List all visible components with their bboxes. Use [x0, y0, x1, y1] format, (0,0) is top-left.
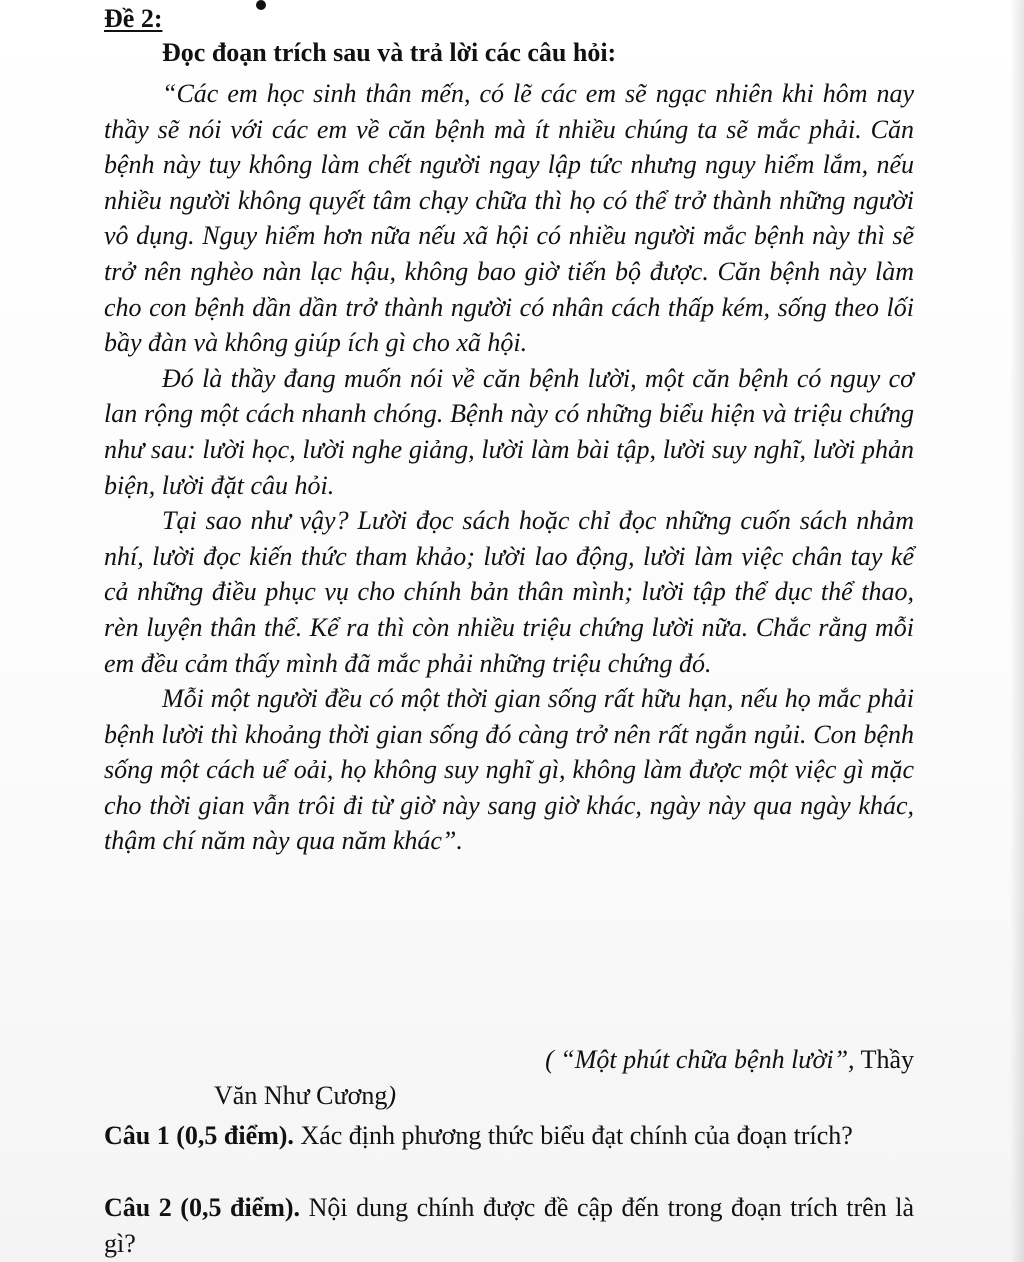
exam-heading: Đề 2: — [104, 4, 163, 33]
source-close: ) — [387, 1081, 397, 1110]
question-2-label: Câu 2 (0,5 điểm). — [104, 1193, 301, 1222]
passage-paragraph-2: Đó là thầy đang muốn nói về căn bệnh lười, một căn bệnh có nguy cơ lan rộng một cách nhanh chóng. Bệnh này có những biểu hiện và triệu chứng như sau: lười học, lười nghe giảng, lười làm bài tập, lười suy nghĩ, lười phản biện, lười đặt câu hỏi. — [104, 363, 914, 500]
question-1-text: Xác định phương thức biểu đạt chính của đoạn trích? — [300, 1121, 853, 1150]
source-title: ( “Một phút chữa bệnh lười”, — [545, 1045, 855, 1074]
source-citation — [104, 1042, 914, 1114]
passage-paragraph-1: “Các em học sinh thân mến, có lẽ các em sẽ ngạc nhiên khi hôm nay thầy sẽ nói với các em về căn bệnh mà ít nhiều chúng ta sẽ mắc phải. Căn bệnh này tuy không làm chết người ngay lập tức nhưng nguy hiểm lắm, nếu nhiều người không quyết tâm chạy chữa thì họ có thể trở thành những người vô dụng. Nguy hiểm hơn nữa nếu xã hội có nhiều người mắc bệnh này thì sẽ trở nên nghèo nàn lạc hậu, không bao giờ tiến bộ được. Căn bệnh này làm cho con bệnh dần dần trở thành người có nhân cách thấp kém, sống theo lối bầy đàn và không giúp ích gì cho xã hội. — [104, 79, 914, 358]
question-2 — [104, 1190, 914, 1262]
source-author-2: Văn Như Cương — [214, 1081, 388, 1110]
bullet-dot — [256, 0, 266, 10]
passage-paragraph-3: Tại sao như vậy? Lười đọc sách hoặc chỉ đọc những cuốn sách nhảm nhí, lười đọc kiến thức tham khảo; lười lao động, lười làm việc chân tay kể cả những điều phục vụ cho chính bản thân mình; lười tập thể dục thể thao, rèn luyện thân thể. Kể ra thì còn nhiều triệu chứng lười nữa. Chắc rằng mỗi em đều cảm thấy mình đã mắc phải những triệu chứng đó. — [104, 506, 914, 678]
question-1-label: Câu 1 (0,5 điểm). — [104, 1121, 294, 1150]
page-edge-shadow — [1010, 0, 1024, 1262]
source-author-1: Thầy — [860, 1045, 914, 1074]
source-line-2 — [104, 1078, 914, 1114]
source-line-1 — [104, 1042, 914, 1078]
question-2-text: Nội dung chính được đề cập đến trong đoạn trích trên là gì? — [104, 1193, 915, 1258]
excerpt-passage — [104, 76, 914, 859]
instruction-text: Đọc đoạn trích sau và trả lời các câu hỏi: — [162, 38, 617, 67]
question-1 — [104, 1118, 914, 1154]
passage-paragraph-4: Mỗi một người đều có một thời gian sống rất hữu hạn, nếu họ mắc phải bệnh lười thì khoảng thời gian sống đó càng trở nên rất ngắn ngủi. Con bệnh sống một cách uể oải, họ không suy nghĩ gì, không làm được một việc gì mặc cho thời gian vẫn trôi đi từ giờ này sang giờ khác, ngày này qua ngày khác, thậm chí năm này qua năm khác”. — [104, 684, 914, 856]
